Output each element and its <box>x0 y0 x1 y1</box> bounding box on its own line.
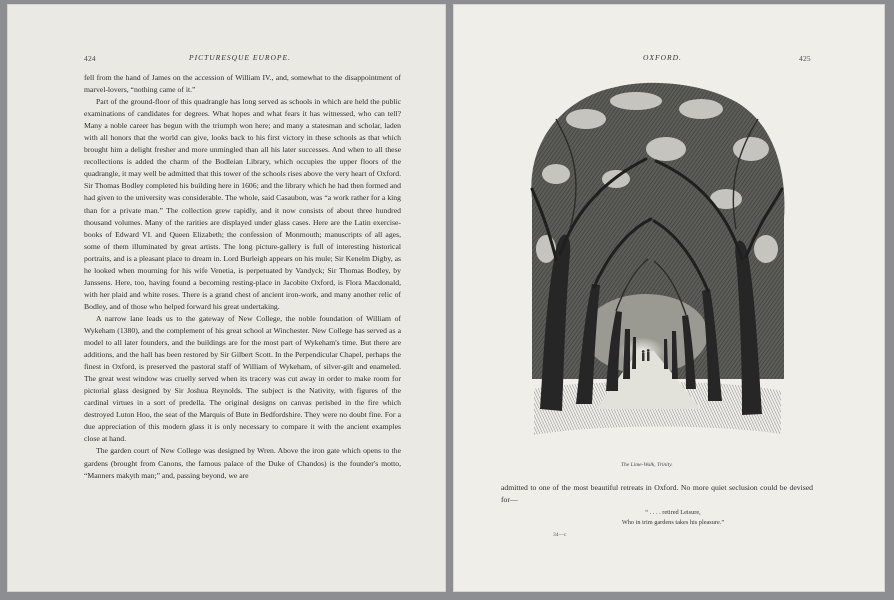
right-page <box>453 4 885 592</box>
lime-walk-illustration <box>526 79 788 451</box>
left-body-text <box>84 72 401 482</box>
running-head-right: OXFORD. <box>643 53 682 62</box>
paragraph: Part of the ground-floor of this quadrangle has long served as schools in which are held the public examinations of candidates for degrees. What hopes and what fears it has witnessed, who can tell? Many a noble career has begun with the triumph won here; and many a statesman and scholar, laden with all honors that the world can give, looks back to his first victory in these schools as that which brought him a delight fresher and more unmingled than all his later successes. And when to all these recollections is added the charm of the Bodleian Library, which occupies the upper floors of the quadrangle, it may well be admitted that this tower of the schools rises above the very heart of Oxford. Sir Thomas Bodley completed his building here in 1606; and the library which he had then formed and had given to the university was considerable. The whole, said Casaubon, was “a work rather for a king than for a private man.” The collection grew rapidly, and it now consists of about three hundred thousand volumes. Many of the rarities are displayed under glass cases. Here are the Latin exercise-books of Edward VI. and Queen Elizabeth; the confession of Monmouth; manuscripts of all ages, some of them illuminated by great artists. The long picture-gallery is full of interesting historical portraits, and is a pleasant place to dream in. Lord Burleigh appears on his mule; Sir Kenelm Digby, as he looked when mourning for his wife Venetia, is perpetuated by Vandyck; Sir Thomas Bodley, by Janssens. Here, too, having found a becoming resting-place in Jacobite Oxford, is Flora Macdonald, with her plaid and white roses. There is a grand chest of ancient iron-work, and many another relic of Bodley, and of those who helped forward his great undertaking. <box>84 97 401 311</box>
running-head-left: PICTURESQUE EUROPE. <box>189 53 291 62</box>
page-number-right: 425 <box>799 54 811 63</box>
illustration-caption: The Lime-Walk, Trinity. <box>621 462 673 468</box>
right-body-text: admitted to one of the most beautiful retreats in Oxford. No more quiet seclusion could be devised for— <box>501 483 813 504</box>
printer-signature: 34—c <box>553 532 567 538</box>
page-number-left: 424 <box>84 54 96 63</box>
quote-line-2: Who in trim gardens takes his pleasure.” <box>621 519 725 526</box>
quote-line-1: “ . . . . retired Leisure, <box>645 509 701 516</box>
paragraph: fell from the hand of James on the accession of William IV., and, somewhat to the disappointment of marvel-lovers, “nothing came of it.” <box>84 73 401 95</box>
paragraph: The garden court of New College was designed by Wren. Above the iron gate which opens to the gardens (brought from Canons, the famous palace of the Duke of Chandos) is the founder's motto, “Manners makyth man;” and, passing beyond, we are <box>84 446 401 480</box>
paragraph: A narrow lane leads us to the gateway of New College, the noble foundation of William of Wykeham (1380), and the complement of his great school at Winchester. New College has served as a model to all later founders, and the buildings are for the most part of Wykeham's time. But there are additions, and the hall has been restored by Sir Gilbert Scott. In the Perpendicular Chapel, perhaps the finest in Oxford, is preserved the pastoral staff of William of Wykeham, of silver-gilt and enameled. The great west window was cruelly served when its tracery was cut away in order to make room for pictorial glass designed by Sir Joshua Reynolds. The subject is the Nativity, with figures of the cardinal virtues in a sort of predella. The original designs on canvas perished in the fire which destroyed Luton Hoo, the seat of the Marquis of Bute in Bedfordshire. They were no doubt fine. For a due appreciation of this modern glass it is only necessary to compare it with the ancient examples close at hand. <box>84 313 401 444</box>
left-page <box>7 4 446 592</box>
